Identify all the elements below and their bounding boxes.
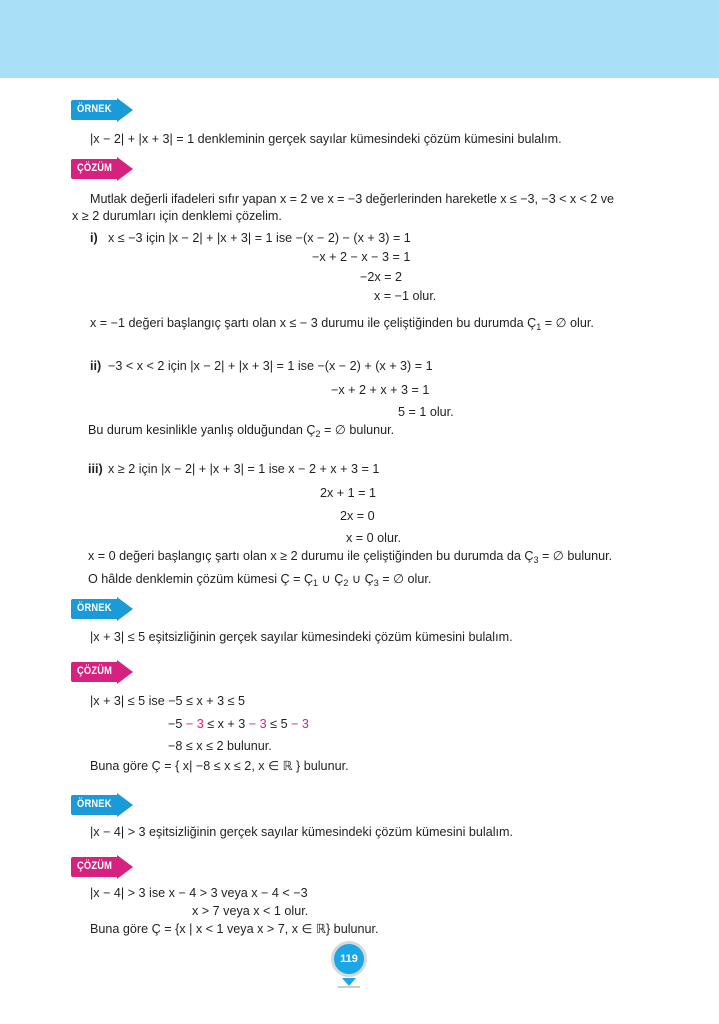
subscript: 2 [315, 429, 321, 439]
text: = ∅ olur. [541, 316, 594, 330]
subscript: 1 [536, 322, 542, 332]
page-number-badge [331, 941, 367, 977]
case-1-line-2: −x + 2 − x − 3 = 1 [312, 250, 411, 264]
cozum-badge [71, 660, 133, 684]
subscript: 2 [343, 578, 349, 588]
ornek-label: ÖRNEK [77, 798, 112, 810]
problem-2: |x + 3| ≤ 5 eşitsizliğinin gerçek sayılar kümesindeki çözüm kümesini bulalım. [90, 630, 513, 644]
case-1-line-1: x ≤ −3 için |x − 2| + |x + 3| = 1 ise −(x − 2) − (x + 3) = 1 [108, 231, 411, 245]
cozum-badge [71, 157, 133, 181]
ex2-line-3: −8 ≤ x ≤ 2 bulunur. [168, 739, 272, 753]
case-1-conclusion [90, 314, 594, 332]
case-1-line-4: x = −1 olur. [374, 289, 437, 303]
ex3-line-1: |x − 4| > 3 ise x − 4 > 3 veya x − 4 < −3 [90, 886, 308, 900]
highlight: − 3 [248, 717, 267, 731]
highlight: − 3 [291, 717, 309, 731]
text: ∪ Ç [348, 572, 374, 586]
problem-3: |x − 4| > 3 eşitsizliğinin gerçek sayılar kümesindeki çözüm kümesini bulalım. [90, 825, 514, 839]
case-3-line-3: 2x = 0 [340, 509, 375, 523]
final-solution [88, 570, 431, 588]
text: = ∅ bulunur. [538, 549, 613, 563]
ornek-label: ÖRNEK [77, 103, 112, 115]
ex3-line-2: x > 7 veya x < 1 olur. [192, 904, 309, 918]
text: = ∅ bulunur. [320, 423, 395, 437]
subscript: 1 [313, 578, 319, 588]
cozum-label: ÇÖZÜM [77, 860, 113, 872]
header-band [0, 0, 719, 78]
subscript: 3 [533, 555, 539, 565]
intro-line-1: Mutlak değerli ifadeleri sıfır yapan x = 2 ve x = −3 değerlerinden hareketle x ≤ −3, −3 < x < 2 ve [90, 192, 614, 206]
ornek-badge [71, 98, 133, 122]
ex2-line-4: Buna göre Ç = { x| −8 ≤ x ≤ 2, x ∈ ℝ } bulunur. [90, 759, 349, 773]
case-3-line-2: 2x + 1 = 1 [320, 486, 377, 500]
ex3-line-3: Buna göre Ç = {x | x < 1 veya x > 7, x ∈ ℝ} bulunur. [90, 922, 379, 936]
intro-line-2: x ≥ 2 durumları için denklemi çözelim. [72, 209, 282, 223]
ornek-label: ÖRNEK [77, 602, 112, 614]
subscript: 3 [373, 578, 379, 588]
case-1-label: i) [90, 231, 98, 245]
text: ≤ x + 3 [207, 717, 246, 731]
case-2-line-2: −x + 2 + x + 3 = 1 [331, 383, 430, 397]
text: −5 [168, 717, 183, 731]
cozum-label: ÇÖZÜM [77, 665, 113, 677]
page-marker-arrow-icon [342, 978, 356, 986]
case-2-conclusion [88, 421, 394, 439]
case-3-line-1: x ≥ 2 için |x − 2| + |x + 3| = 1 ise x − 2 + x + 3 = 1 [108, 462, 380, 476]
case-3-line-4: x = 0 olur. [346, 531, 401, 545]
case-3-label: iii) [88, 462, 103, 476]
case-3-conclusion [88, 547, 612, 565]
text: = ∅ olur. [378, 572, 432, 586]
ex2-line-2 [168, 715, 309, 733]
ex2-line-1: |x + 3| ≤ 5 ise −5 ≤ x + 3 ≤ 5 [90, 694, 246, 708]
text: ∪ Ç [318, 572, 344, 586]
problem-1: |x − 2| + |x + 3| = 1 denkleminin gerçek sayılar kümesindeki çözüm kümesini bulalım. [90, 132, 562, 146]
page-number: 119 [340, 953, 358, 965]
text: Bu durum kesinlikle yanlış olduğundan Ç [88, 423, 316, 437]
cozum-label: ÇÖZÜM [77, 162, 113, 174]
text: x = 0 değeri başlangıç şartı olan x ≥ 2 durumu ile çeliştiğinden bu durumda da Ç [88, 549, 534, 563]
page-marker-underline [338, 986, 360, 988]
text: O hâlde denklemin çözüm kümesi Ç = Ç [88, 572, 314, 586]
text: x = −1 değeri başlangıç şartı olan x ≤ − 3 durumu ile çeliştiğinden bu durumda Ç [90, 316, 537, 330]
ornek-badge [71, 793, 133, 817]
highlight: − 3 [185, 717, 204, 731]
case-2-line-3: 5 = 1 olur. [398, 405, 454, 419]
cozum-badge [71, 855, 133, 879]
text: ≤ 5 [270, 717, 288, 731]
ornek-badge [71, 597, 133, 621]
case-2-label: ii) [90, 359, 102, 373]
case-1-line-3: −2x = 2 [360, 270, 403, 284]
case-2-line-1: −3 < x < 2 için |x − 2| + |x + 3| = 1 ise −(x − 2) + (x + 3) = 1 [108, 359, 433, 373]
